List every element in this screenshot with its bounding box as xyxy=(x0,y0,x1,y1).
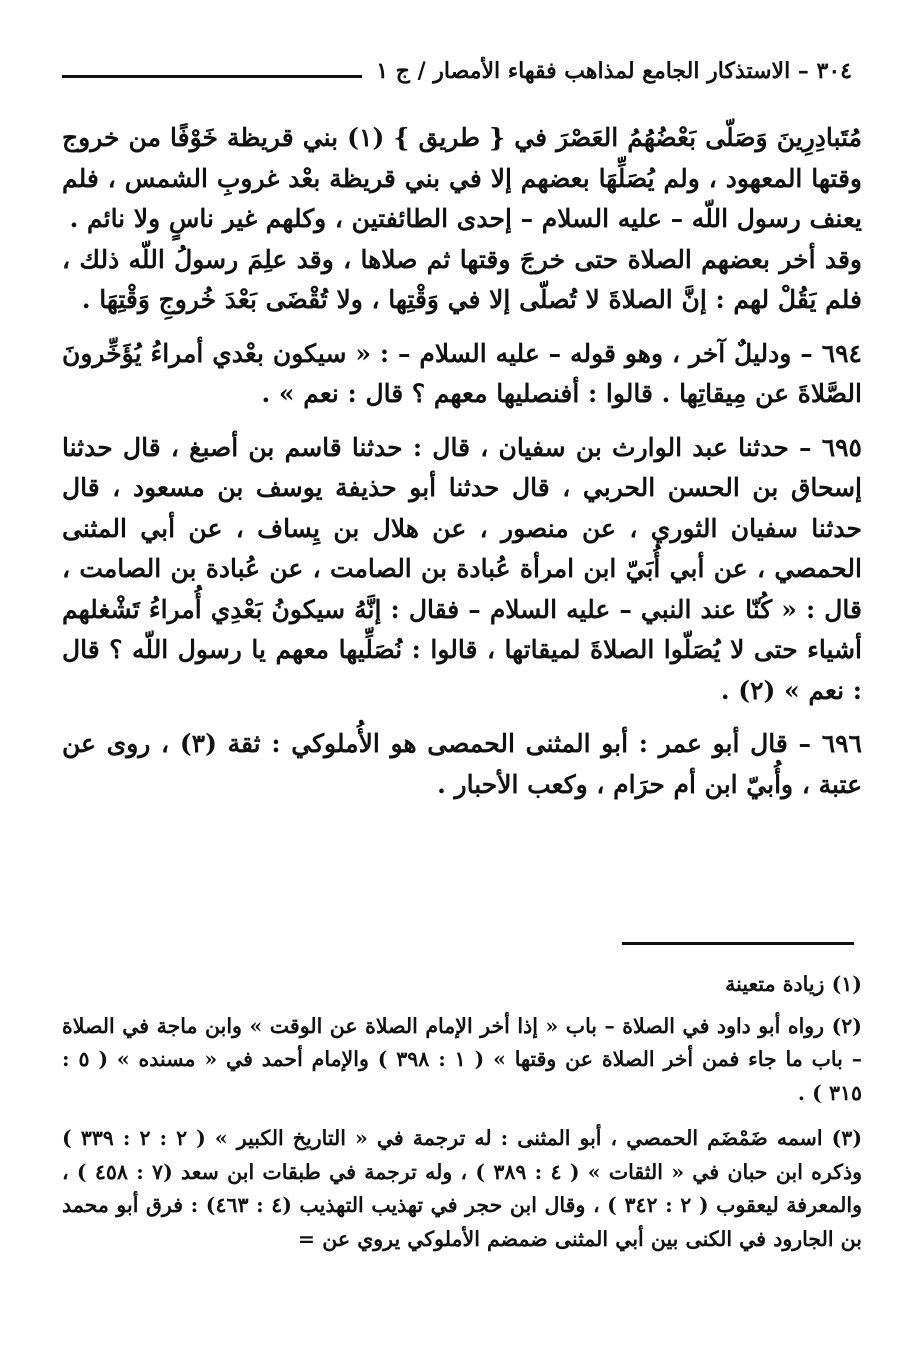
header-line: ٣٠٤ – الاستذكار الجامع لمذاهب فقهاء الأمصار / ج ١ xyxy=(376,58,852,84)
main-text xyxy=(62,118,862,805)
page-number: ٣٠٤ xyxy=(816,58,852,84)
footnote-3: (٣) اسمه ضَمْضَم الحمصي ، أبو المثنى : له ترجمة في « التاريخ الكبير » ( ٢ : ٢ : ٣٣٩ ) وذكره ابن حبان في « الثقات » ( ٤ : ٣٨٩ ) ، وله ترجمة في طبقات ابن سعد (٧ : ٤٥٨ ) ، والمعرفة ليعقوب ( ٢ : ٣٤٢ ) ، وقال ابن حجر في تهذيب التهذيب (٤ : ٤٦٣) : فرق أبو محمد بن الجارود في الكنى بين أبي المثنى ضمضم الأملوكي يروي عن = xyxy=(62,1126,863,1251)
running-header xyxy=(62,58,852,84)
header-rule xyxy=(62,75,362,78)
footnotes xyxy=(62,968,862,1268)
footnote-2: (٢) رواه أبو داود في الصلاة – باب « إذا أخر الإمام الصلاة عن الوقت » وابن ماجة في الصلاة – باب ما جاء فمن أخر الصلاة عن وقتها » ( ١ : ٣٩٨ ) والإمام أحمد في « مسنده » ( ٥ : ٣١٥ ) . xyxy=(62,1013,862,1105)
paragraph-1: مُتَبادِرِينَ وَصَلّى بَعْضُهُمُ العَصْرَ في { طريق } (١) بني قريظة خَوْفًا من خروج وقتها المعهود ، ولم يُصَلِّهَا بعضهم إلا في بني قريظة بعْد غروبِ الشمس ، فلم يعنف رسول اللّه – عليه السلام – إحدى الطائفتين ، وكلهم غير ناسٍ ولا نائم . xyxy=(62,123,862,233)
running-title: الاستذكار الجامع لمذاهب فقهاء الأمصار / ج ١ xyxy=(376,58,791,84)
paragraph-2: وقد أخر بعضهم الصلاة حتى خرجَ وقتها ثم صلاها ، وقد علِمَ رسولُ اللّه ذلك ، فلم يَقُلْ لهم : إنَّ الصلاةَ لا تُصلّى إلا في وَقْتِها ، ولا تُقْضَى بَعْدَ خُروجِ وَقْتِهَا . xyxy=(62,244,862,314)
paragraph-694: ٦٩٤ – ودليلٌ آخر ، وهو قوله – عليه السلام – : « سيكون بعْدي أمراءُ يُؤَخِّرونَ الصَّلاةَ عن مِيقاتِها . قالوا : أفنصليها معهم ؟ قال : نعم » . xyxy=(62,338,862,408)
paragraph-695: ٦٩٥ – حدثنا عبد الوارث بن سفيان ، قال : حدثنا قاسم بن أصبغ ، قال حدثنا إسحاق بن الحسن الحربي ، قال حدثنا أبو حذيفة يوسف بن مسعود ، قال حدثنا سفيان الثوري ، عن منصور ، عن هلال بن يِساف ، عن أبي المثنى الحمصي ، عن أبي أُبَيّ ابن امرأة عُبادة بن الصامت ، عن عُبادة بن الصامت ، قال : « كُنّا عند النبي – عليه السلام – فقال : إنَّهُ سيكونُ بَعْدِي أُمراءُ تَشْغلهم أشياء حتى لا يُصَلّوا الصلاةَ لميقاتها ، قالوا : نُصَلِّيها معهم يا رسول اللّه ؟ قال : نعم » (٢) . xyxy=(62,432,862,705)
footnote-separator xyxy=(622,942,854,945)
footnote-1: (١) زيادة متعينة xyxy=(725,972,862,996)
paragraph-696: ٦٩٦ – قال أبو عمر : أبو المثنى الحمصى هو الأُملوكي : ثقة (٣) ، روى عن عتبة ، وأُبيّ ابن أم حرَام ، وكعب الأحبار . xyxy=(62,729,862,799)
